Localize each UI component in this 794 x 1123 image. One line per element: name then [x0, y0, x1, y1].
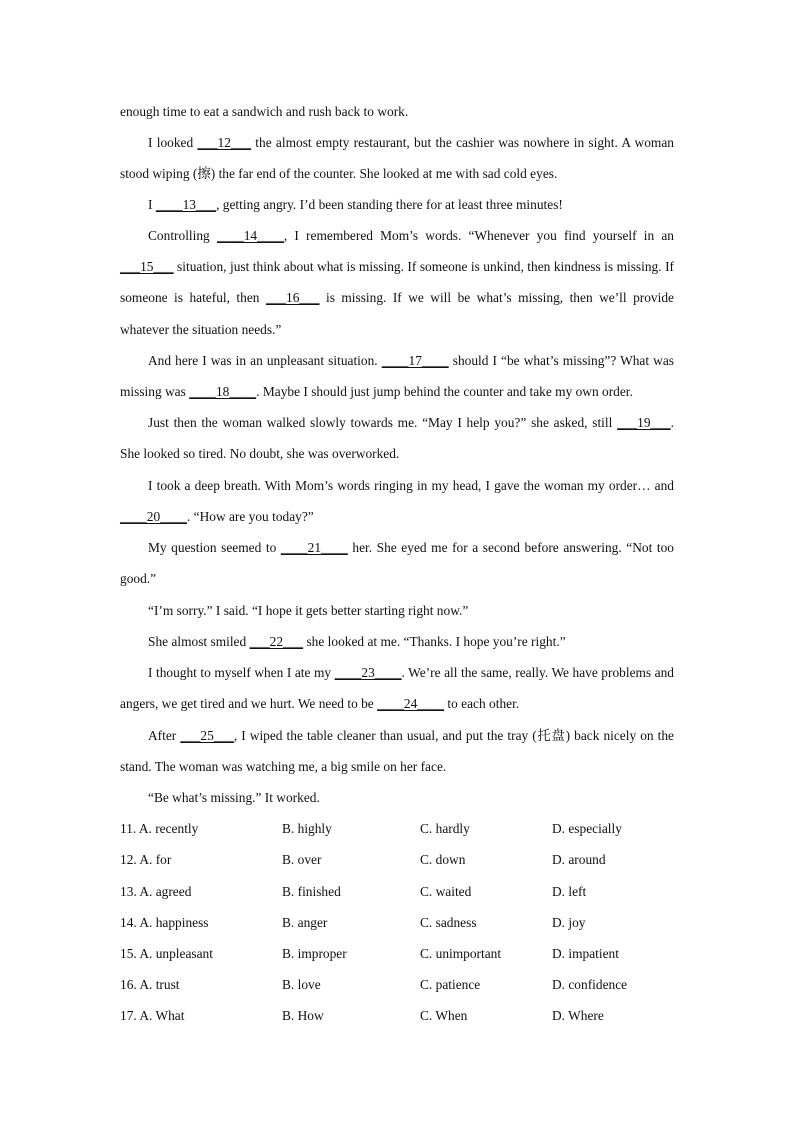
question-15 [120, 938, 674, 969]
paragraph-text: “Be what’s missing.” It worked. [148, 790, 320, 805]
paragraph-text: . “How are you today?” [186, 509, 314, 525]
option-a: 17. A. What [120, 1008, 185, 1023]
paragraph-text: , getting angry. I’d been standing there for at least three minutes! [216, 197, 563, 212]
question-13 [120, 876, 674, 907]
passage-paragraph-7 [120, 532, 674, 594]
passage-paragraph-1 [120, 127, 674, 189]
option-d: D. left [552, 884, 587, 899]
option-a: 11. A. recently [120, 821, 199, 836]
option-d: D. Where [552, 1008, 604, 1023]
option-b: B. highly [282, 821, 332, 836]
blank-22: ___22___ [249, 634, 304, 649]
blank-21: ____21____ [280, 540, 348, 555]
blank-14: ____14____ [216, 228, 284, 243]
blank-15: ___15___ [120, 259, 174, 275]
passage-paragraph-12 [120, 782, 674, 813]
blank-16: ___16___ [265, 290, 320, 306]
blank-17: ____17____ [381, 353, 449, 368]
paragraph-text: . She looked so tired. No doubt, she was overworked. [120, 415, 674, 462]
passage-paragraph-5 [120, 407, 674, 469]
option-a: 15. A. unpleasant [120, 946, 213, 961]
blank-12: ___12___ [197, 135, 252, 150]
option-d: D. impatient [552, 946, 619, 961]
question-17 [120, 1000, 674, 1031]
option-b: B. over [282, 852, 322, 867]
paragraph-text: she looked at me. “Thanks. I hope you’re right.” [303, 634, 566, 649]
paragraph-text: I [148, 197, 156, 212]
blank-13: ____13___ [155, 197, 217, 212]
question-16 [120, 969, 674, 1000]
paragraph-text: “I’m sorry.” I said. “I hope it gets better starting right now.” [148, 603, 469, 618]
option-a: 12. A. for [120, 852, 172, 867]
passage-paragraph-3 [120, 220, 674, 345]
paragraph-text: to each other. [444, 696, 520, 712]
option-a: 16. A. trust [120, 977, 180, 992]
blank-23: ____23____ [334, 665, 402, 680]
paragraph-text: She almost smiled [148, 634, 250, 649]
passage-paragraph-11 [120, 720, 674, 782]
paragraph-text: enough time to eat a sandwich and rush back to work. [120, 104, 409, 119]
option-a: 14. A. happiness [120, 915, 209, 930]
option-a: 13. A. agreed [120, 884, 192, 899]
passage-paragraph-4 [120, 345, 674, 407]
paragraph-text: situation, just think about what is missing. If someone is unkind, then kindness is missing. If someone is hateful, then [120, 259, 674, 306]
paragraph-text: I looked [148, 135, 198, 150]
option-b: B. How [282, 1008, 324, 1023]
paragraph-text: , I remembered Mom’s words. “Whenever you find yourself in an [283, 228, 674, 243]
question-11 [120, 813, 674, 844]
paragraph-text: And here I was in an unpleasant situation. [148, 353, 382, 368]
passage-paragraph-8 [120, 595, 674, 626]
paragraph-text: I took a deep breath. With Mom’s words ringing in my head, I gave the woman my order… and [148, 478, 674, 493]
passage-paragraph-10 [120, 657, 674, 719]
option-b: B. anger [282, 915, 328, 930]
paragraph-text: My question seemed to [148, 540, 281, 555]
paragraph-text: the almost empty restaurant, but the cashier was nowhere in sight. A woman stood wiping (擦) the far end of the counter. She looked at me with sad cold eyes. [120, 135, 674, 182]
question-14 [120, 907, 674, 938]
paragraph-text: is missing. If we will be what’s missing, then we’ll provide whatever the situation needs.” [120, 290, 674, 337]
blank-24: ____24____ [377, 696, 445, 712]
passage-paragraph-2 [120, 189, 674, 220]
paragraph-text: Just then the woman walked slowly towards me. “May I help you?” she asked, still [148, 415, 618, 430]
paragraph-text: , I wiped the table cleaner than usual, and put the tray (托盘) back nicely on the stand. The woman was watching me, a big smile on her face. [120, 728, 675, 775]
option-c: C. patience [420, 977, 481, 992]
blank-20: ____20____ [120, 509, 187, 525]
option-d: D. especially [552, 821, 622, 836]
blank-18: ____18____ [189, 384, 257, 400]
option-c: C. waited [420, 884, 472, 899]
paragraph-text: I thought to myself when I ate my [148, 665, 335, 680]
paragraph-text: should I “be what’s missing”? What was missing was [120, 353, 674, 400]
passage-paragraph-6 [120, 470, 674, 532]
option-b: B. improper [282, 946, 347, 961]
passage-paragraph-9 [120, 626, 674, 657]
blank-19: ___19___ [617, 415, 671, 430]
option-c: C. sadness [420, 915, 477, 930]
option-b: B. finished [282, 884, 341, 899]
option-d: D. confidence [552, 977, 628, 992]
paragraph-text: her. She eyed me for a second before answering. “Not too good.” [120, 540, 674, 587]
option-c: C. When [420, 1008, 468, 1023]
paragraph-text: Controlling [148, 228, 217, 243]
passage-paragraph-0 [120, 96, 674, 127]
option-c: C. hardly [420, 821, 470, 836]
option-c: C. down [420, 852, 466, 867]
paragraph-text: After [148, 728, 181, 743]
option-d: D. around [552, 852, 606, 867]
option-c: C. unimportant [420, 946, 502, 961]
paragraph-text: . We’re all the same, really. We have problems and angers, we get tired and we hurt. We need to be [120, 665, 674, 712]
paragraph-text: . Maybe I should just jump behind the counter and take my own order. [256, 384, 633, 400]
question-12 [120, 844, 674, 875]
option-b: B. love [282, 977, 321, 992]
blank-25: ___25___ [180, 728, 234, 743]
option-d: D. joy [552, 915, 586, 930]
